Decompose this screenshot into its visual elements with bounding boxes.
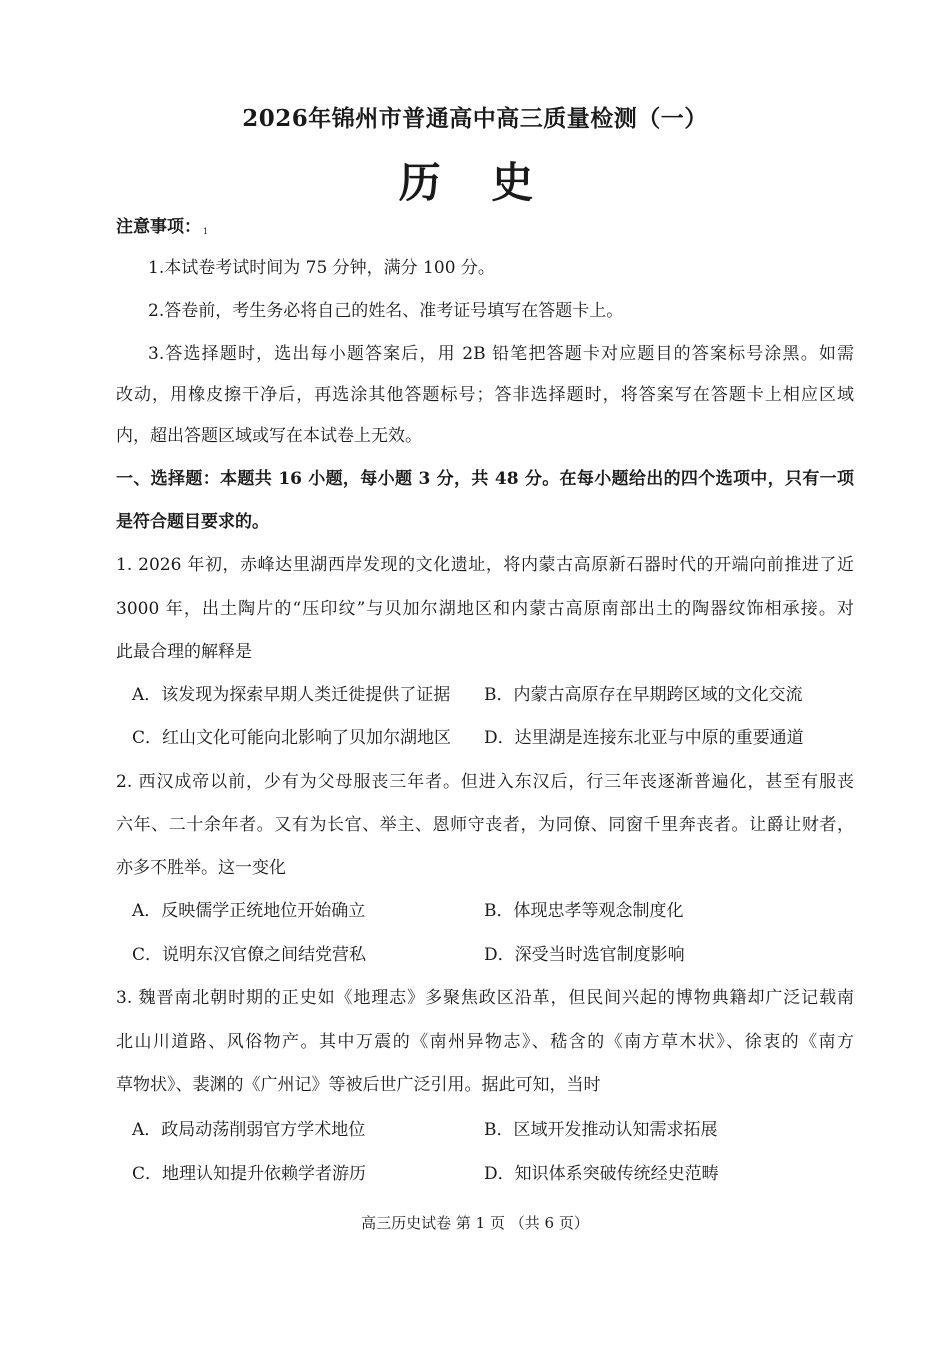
q1-option-c: C．红山文化可能向北影响了贝加尔湖地区 — [132, 728, 452, 748]
q2-option-c: C．说明东汉官僚之间结党营私 — [132, 945, 367, 965]
q2-option-d: D．深受当时选官制度影响 — [484, 945, 685, 965]
page-footer: 高三历史试卷 第 1 页 （共 6 页） — [361, 1214, 589, 1232]
section-heading-line-1: 一、选择题：本题共 16 小题，每小题 3 分，共 48 分。在每小题给出的四个选项中，只有一项 — [116, 469, 854, 489]
q1-stem-line-1: 1. 2026 年初，赤峰达里湖西岸发现的文化遗址，将内蒙古高原新石器时代的开端向前推进了近 — [116, 555, 854, 575]
q2-stem-line-2: 六年、二十余年者。又有为长官、举主、恩师守丧者，为同僚、同窗千里奔丧者。让爵让财者， — [116, 815, 854, 835]
q1-stem-line-2: 3000 年，出土陶片的“压印纹”与贝加尔湖地区和内蒙古高原南部出土的陶器纹饰相承接。对 — [116, 599, 854, 619]
q2-stem-line-1: 2. 西汉成帝以前，少有为父母服丧三年者。但进入东汉后，行三年丧逐渐普遍化，甚至有服丧 — [116, 772, 854, 792]
section-heading-line-2: 是符合题目要求的。 — [116, 512, 269, 532]
notice-item-3-line-3: 内，超出答题区域或写在本试卷上无效。 — [116, 426, 422, 446]
q1-stem-line-3: 此最合理的解释是 — [116, 642, 252, 662]
notice-item-2: 2.答卷前，考生务必将自己的姓名、准考证号填写在答题卡上。 — [148, 301, 624, 321]
subject-title: 历 史 — [398, 158, 552, 207]
notice-item-1: 1.本试卷考试时间为 75 分钟，满分 100 分。 — [148, 258, 495, 278]
notice-heading — [116, 215, 208, 244]
notice-mark: 1 — [203, 227, 209, 236]
notice-item-3-line-2: 改动，用橡皮擦干净后，再选涂其他答题标号；答非选择题时，将答案写在答题卡上相应区域 — [116, 385, 854, 405]
q3-option-d: D．知识体系突破传统经史范畴 — [484, 1164, 719, 1184]
q1-option-b: B．内蒙古高原存在早期跨区域的文化交流 — [484, 685, 803, 705]
q2-option-b: B．体现忠孝等观念制度化 — [484, 901, 684, 921]
q3-stem-line-1: 3. 魏晋南北朝时期的正史如《地理志》多聚焦政区沿革，但民间兴起的博物典籍却广泛记载南 — [116, 988, 854, 1008]
notice-item-3-line-1: 3.答选择题时，选出每小题答案后，用 2B 铅笔把答题卡对应题目的答案标号涂黑。如需 — [148, 344, 854, 364]
q3-stem-line-3: 草物状》、裴渊的《广州记》等被后世广泛引用。据此可知，当时 — [116, 1075, 601, 1095]
q3-option-c: C．地理认知提升依赖学者游历 — [132, 1164, 367, 1184]
exam-title: 2026年锦州市普通高中高三质量检测（一） — [242, 105, 708, 132]
q2-stem-line-3: 亦多不胜举。这一变化 — [116, 858, 286, 878]
notice-heading-text: 注意事项： — [116, 217, 201, 237]
q2-option-a: A．反映儒学正统地位开始确立 — [132, 901, 366, 921]
q1-option-a: A．该发现为探索早期人类迁徙提供了证据 — [132, 685, 451, 705]
q1-option-d: D．达里湖是连接东北亚与中原的重要通道 — [484, 728, 804, 748]
q3-option-a: A．政局动荡削弱官方学术地位 — [132, 1120, 366, 1140]
q3-option-b: B．区域开发推动认知需求拓展 — [484, 1120, 718, 1140]
q3-stem-line-2: 北山川道路、风俗物产。其中万震的《南州异物志》、嵇含的《南方草木状》、徐衷的《南方 — [116, 1032, 854, 1052]
